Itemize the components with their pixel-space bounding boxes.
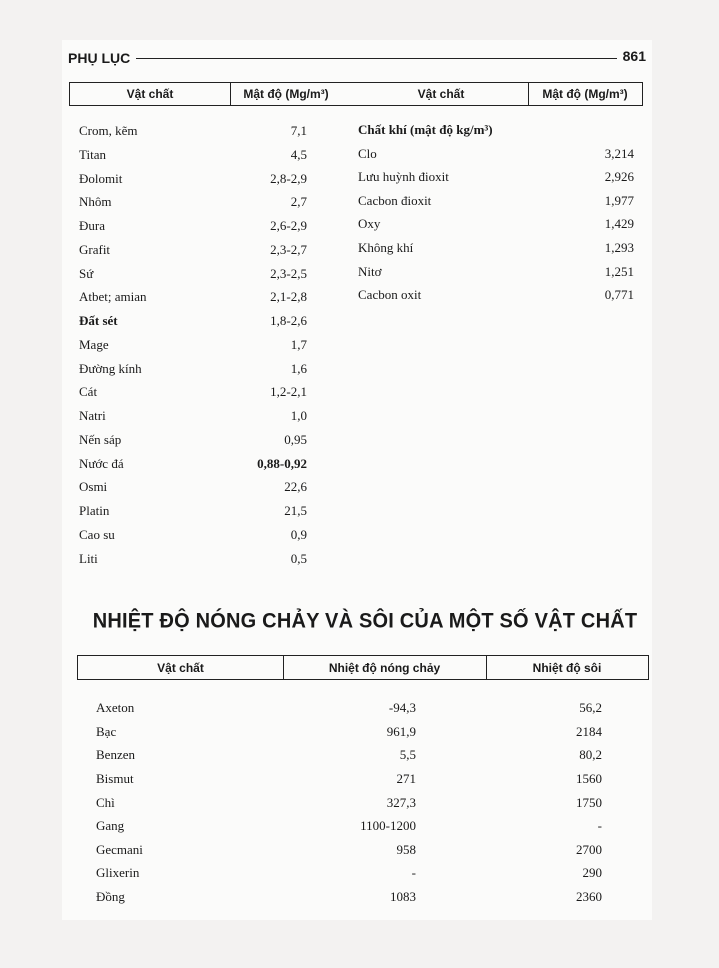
melting-table-header <box>77 655 649 680</box>
table-row: Nước đá 0,88-0,92 <box>79 456 307 471</box>
table-row: Chì 327,3 1750 <box>96 795 602 810</box>
table-row: Titan 4,5 <box>79 147 307 162</box>
table-row: Platin 21,5 <box>79 503 307 518</box>
col-header-melting: Nhiệt độ nóng chảy <box>328 660 441 675</box>
density-left-column <box>79 121 307 581</box>
table-row: Nhôm 2,7 <box>79 194 307 209</box>
table-row: Clo 3,214 <box>358 146 634 161</box>
section-title: PHỤ LỤC <box>68 50 136 66</box>
density-table-header <box>69 82 643 106</box>
table-row: Đường kính 1,6 <box>79 361 307 376</box>
density-right-column <box>358 120 634 320</box>
table-row: Đất sét 1,8-2,6 <box>79 313 307 328</box>
header-rule <box>68 58 646 59</box>
col-header-density-2: Mật độ (Mg/m³) <box>542 87 628 101</box>
melting-boiling-title: NHIỆT ĐỘ NÓNG CHẢY VÀ SÔI CỦA MỘT SỐ VẬT CHẤT <box>92 609 638 633</box>
page-number: 861 <box>617 48 646 64</box>
table-row: Sứ 2,3-2,5 <box>79 266 307 281</box>
page-header <box>68 46 646 70</box>
col-header-density-1: Mật độ (Mg/m³) <box>243 87 329 101</box>
table-row: Cao su 0,9 <box>79 527 307 542</box>
table-row: Axeton -94,3 56,2 <box>96 700 602 715</box>
table-row: Osmi 22,6 <box>79 479 307 494</box>
table-row: Nitơ 1,251 <box>358 264 634 279</box>
table-row: Mage 1,7 <box>79 337 307 352</box>
table-row: Oxy 1,429 <box>358 216 634 231</box>
table-row: Crom, kẽm 7,1 <box>79 123 307 138</box>
table-row: Grafit 2,3-2,7 <box>79 242 307 257</box>
table-row: Natri 1,0 <box>79 408 307 423</box>
table-row: Nến sáp 0,95 <box>79 432 307 447</box>
table-row: Đura 2,6-2,9 <box>79 218 307 233</box>
table-row: Liti 0,5 <box>79 551 307 566</box>
table-row: Atbet; amian 2,1-2,8 <box>79 289 307 304</box>
table-row: Lưu huỳnh đioxit 2,926 <box>358 169 634 184</box>
col-header-material: Vật chất <box>157 660 204 675</box>
table-row: Đồng 1083 2360 <box>96 889 602 904</box>
table-row: Gang 1100-1200 - <box>96 818 602 833</box>
table-row: Bismut 271 1560 <box>96 771 602 786</box>
table-row: Bạc 961,9 2184 <box>96 724 602 739</box>
table-row: Benzen 5,5 80,2 <box>96 747 602 762</box>
table-row: Cacbon đioxit 1,977 <box>358 193 634 208</box>
table-row: Gecmani 958 2700 <box>96 842 602 857</box>
col-header-material-1: Vật chất <box>126 87 174 101</box>
col-header-boiling: Nhiệt độ sôi <box>532 660 602 675</box>
table-row: Cát 1,2-2,1 <box>79 384 307 399</box>
table-row: Cacbon oxit 0,771 <box>358 287 634 302</box>
gas-heading: Chất khí (mật độ kg/m³) <box>358 122 493 137</box>
table-row: Đolomit 2,8-2,9 <box>79 171 307 186</box>
table-row: Glixerin - 290 <box>96 865 602 880</box>
col-header-material-2: Vật chất <box>417 87 465 101</box>
table-row: Không khí 1,293 <box>358 240 634 255</box>
